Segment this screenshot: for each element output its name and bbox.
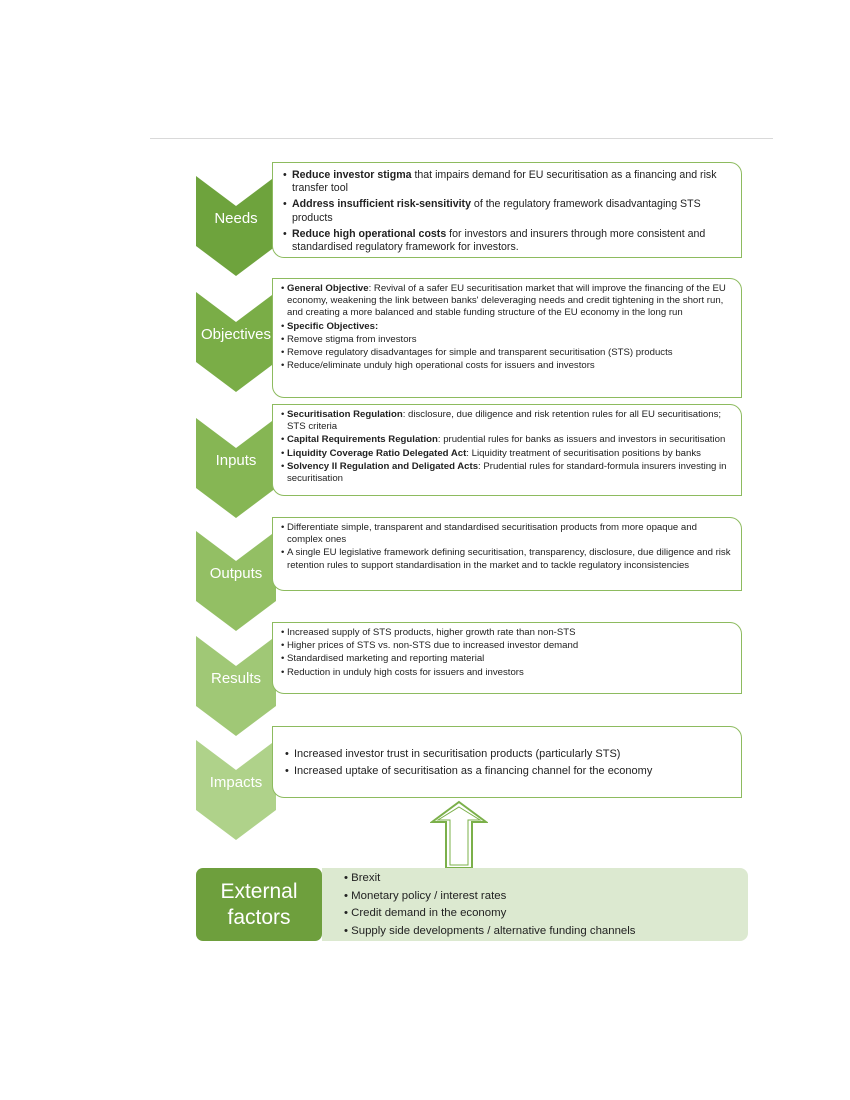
- bullet-bold-text: Address insufficient risk-sensitivity: [292, 198, 471, 211]
- stage-bullet-item: [281, 627, 733, 639]
- bullet-bold-text: Capital Requirements Regulation: [287, 434, 438, 446]
- external-factor-item: • Supply side developments / alternative funding channels: [344, 923, 738, 941]
- stage-bullet-item: [281, 640, 733, 652]
- stage-bullet-item: [281, 360, 733, 372]
- external-factors-list: [322, 868, 748, 941]
- bullet-text: that impairs demand for EU securitisation as a financing and risk transfer tool: [292, 169, 717, 195]
- stage-chevron: [196, 622, 276, 736]
- external-factor-item: • Credit demand in the economy: [344, 905, 738, 923]
- bullet-text: : Prudential rules for standard-formula insurers investing in securitisation: [287, 460, 727, 485]
- bullet-bold-text: General Objective: [287, 283, 369, 294]
- stage-bullet-item: [285, 747, 733, 761]
- bullet-text: Increased investor trust in securitisation products (particularly STS): [294, 748, 621, 760]
- bullet-text: : Liquidity treatment of securitisation positions by banks: [466, 447, 701, 459]
- bullet-text: Differentiate simple, transparent and standardised securitisation products from more opaque and complex ones: [287, 522, 697, 546]
- stage-chevron: [196, 726, 276, 840]
- external-factors-arrow-icon: [430, 800, 488, 870]
- stage-content-box: [272, 622, 742, 694]
- header-rule: [150, 138, 773, 139]
- stage-label: Inputs: [215, 452, 257, 469]
- external-factors-label-line1: External: [220, 879, 298, 903]
- bullet-text: Remove stigma from investors: [287, 333, 417, 345]
- external-factor-item: • Monetary policy / interest rates: [344, 888, 738, 906]
- stage-bullet-item: [281, 283, 733, 320]
- stage-chevron: [196, 162, 276, 276]
- bullet-text: Increased uptake of securitisation as a financing channel for the economy: [294, 765, 653, 777]
- bullet-bold-text: Liquidity Coverage Ratio Delegated Act: [287, 447, 467, 459]
- stage-bullet-item: [283, 198, 733, 224]
- bullet-bold-text: Reduce high operational costs: [292, 227, 447, 240]
- bullet-text: Reduce/eliminate unduly high operational costs for issuers and investors: [287, 360, 595, 372]
- bullet-text: : Revival of a safer EU securitisation market that will improve the financing of the EU economy, weakening the link between banks' deleveraging needs and credit tightening in the short run, and creating a more balanced and stable funding structure of the EU economy in the long run: [287, 283, 726, 319]
- stage-bullet-item: [281, 409, 733, 433]
- bullet-text: for investors and insurers through more consistent and standardised regulatory framework for investors.: [292, 227, 706, 254]
- stage-content-box: [272, 517, 742, 591]
- stage-label: Results: [210, 670, 262, 687]
- stage-bullet-item: [281, 321, 733, 333]
- bullet-text: A single EU legislative framework defining securitisation, transparency, disclosure, due diligence and risk retention rules to support standardisation in the market and to tackle regulatory inconsistencies: [287, 547, 731, 571]
- stage-bullet-item: [281, 653, 733, 665]
- stage-chevron: [196, 404, 276, 518]
- bullet-bold-text: Solvency II Regulation and Deligated Acts: [287, 460, 479, 472]
- bullet-text: of the regulatory framework disadvantaging STS products: [292, 198, 701, 224]
- external-factors-label: [196, 868, 322, 941]
- bullet-text: Reduction in unduly high costs for issuers and investors: [287, 666, 524, 678]
- stage-bullet-item: [281, 667, 733, 679]
- external-factors-label-line2: factors: [227, 905, 291, 929]
- stage-bullet-item: [281, 547, 733, 571]
- stage-bullet-item: [281, 522, 733, 546]
- bullet-text: Increased supply of STS products, higher growth rate than non-STS: [287, 627, 576, 638]
- stage-bullet-item: [281, 448, 733, 460]
- stage-label: Objectives: [200, 326, 272, 343]
- bullet-text: Remove regulatory disadvantages for simple and transparent securitisation (STS) products: [287, 347, 673, 359]
- stage-bullet-item: [281, 461, 733, 485]
- stage-bullet-item: [283, 228, 733, 254]
- stage-bullet-item: [281, 334, 733, 346]
- bullet-text: Higher prices of STS vs. non-STS due to increased investor demand: [287, 640, 579, 652]
- stage-content-box: [272, 404, 742, 496]
- stage-label: Impacts: [209, 774, 263, 791]
- stage-chevron: [196, 517, 276, 631]
- stage-label: Needs: [214, 210, 258, 227]
- bullet-text: : disclosure, due diligence and risk retention rules for all EU securitisations; STS criteria: [287, 409, 722, 433]
- stage-chevron: [196, 278, 276, 392]
- bullet-text: Standardised marketing and reporting material: [287, 653, 485, 665]
- stage-content-box: [272, 726, 742, 798]
- stage-bullet-item: [285, 764, 733, 778]
- stage-bullet-item: [283, 169, 733, 195]
- stage-bullet-item: [281, 434, 733, 446]
- bullet-text: : prudential rules for banks as issuers and investors in securitisation: [437, 434, 726, 446]
- bullet-bold-text: Reduce investor stigma: [292, 169, 412, 181]
- stage-content-box: [272, 162, 742, 258]
- bullet-bold-text: Securitisation Regulation: [287, 409, 403, 420]
- stage-label: Outputs: [209, 565, 263, 582]
- external-factor-item: • Brexit: [344, 870, 738, 888]
- bullet-bold-text: Specific Objectives:: [287, 320, 379, 332]
- stage-bullet-item: [281, 347, 733, 359]
- stage-content-box: [272, 278, 742, 398]
